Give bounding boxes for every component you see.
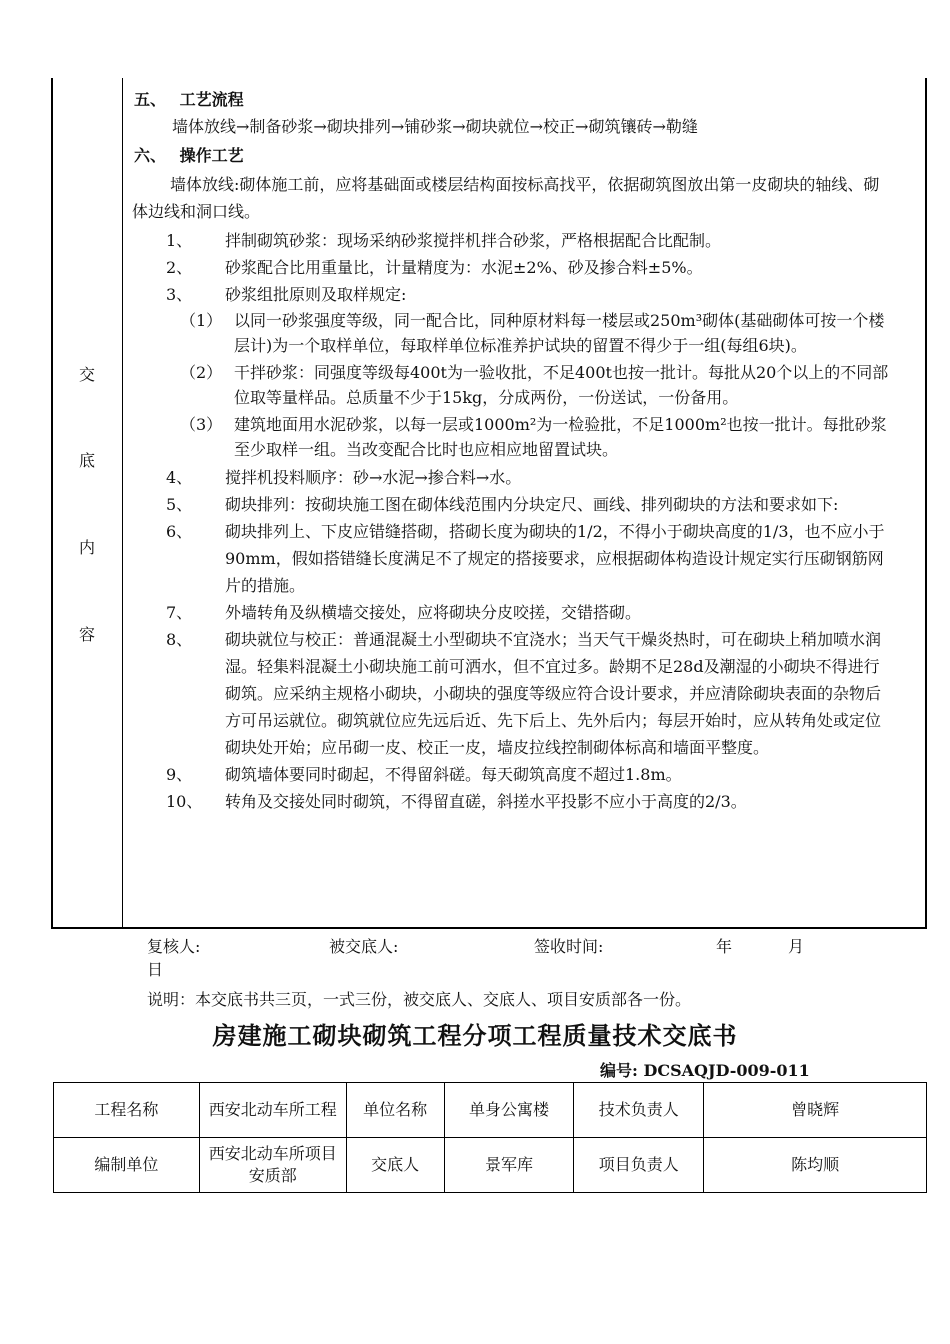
- item-text: 砌块排列上、下皮应错缝搭砌，搭砌长度为砌块的1/2，不得小于砌块高度的1/3，也不应小于90mm，假如搭错缝长度满足不了规定的搭接要求，应根据砌体构造设计规定实行压砌钢筋网片的措施。: [225, 522, 885, 595]
- list-item: [134, 761, 894, 788]
- document-code: 编号: DCSAQJD-009-011: [600, 1061, 810, 1080]
- list-item: [134, 626, 894, 761]
- section-5-heading: 五、 工艺流程: [134, 90, 244, 109]
- item-text: 外墙转角及纵横墙交接处，应将砌块分皮咬搓，交错搭砌。: [225, 603, 642, 622]
- reviewer-label: 复核人:: [147, 937, 201, 956]
- sub-item: [134, 412, 894, 462]
- item-number: 10、: [166, 792, 203, 811]
- process-flow: 墙体放线→制备砂浆→砌块排列→铺砂浆→砌块就位→校正→砌筑镶砖→勒缝: [172, 117, 698, 136]
- sub-item-number: （1）: [180, 311, 223, 330]
- sub-item-text: 以同一砂浆强度等级，同一配合比，同种原材料每一楼层或250m³砌体(基础砌体可按一个楼层计)为一个取样单位，每取样单位标准养护试块的留置不得少于一组(每组6块)。: [234, 311, 885, 355]
- table-cell: 景军库: [444, 1138, 574, 1193]
- table-cell: 技术负责人: [574, 1083, 704, 1138]
- item-number: 1、: [166, 231, 193, 250]
- table-cell: 编制单位: [54, 1138, 200, 1193]
- item-text: 转角及交接处同时砌筑，不得留直磋，斜搓水平投影不应小于高度的2/3。: [225, 792, 747, 811]
- sub-item-text: 建筑地面用水泥砂浆，以每一层或1000m²为一检验批，不足1000m²也按一批计。每批砂浆至少取样一组。当改变配合比时也应相应地留置试块。: [234, 415, 887, 459]
- side-label-column: [51, 78, 123, 929]
- item-number: 5、: [166, 495, 193, 514]
- table-cell: 单位名称: [346, 1083, 444, 1138]
- side-label-char: 交: [78, 365, 95, 384]
- side-label-char: 容: [78, 625, 95, 644]
- item-number: 7、: [166, 603, 193, 622]
- sign-time-label: 签收时间:: [534, 937, 604, 956]
- list-item: [134, 788, 894, 815]
- month-label: 月: [788, 937, 805, 956]
- table-cell: 工程名称: [54, 1083, 200, 1138]
- project-info-table: [53, 1082, 927, 1193]
- receiver-label: 被交底人:: [329, 937, 399, 956]
- table-row: [54, 1083, 927, 1138]
- footer-note: 说明：本交底书共三页，一式三份，被交底人、交底人、项目安质部各一份。: [147, 990, 692, 1009]
- year-label: 年: [716, 937, 733, 956]
- list-item: [134, 599, 894, 626]
- item-text: 砂浆配合比用重量比，计量精度为：水泥±2%、砂及掺合料±5%。: [225, 258, 703, 277]
- table-cell: 陈均顺: [704, 1138, 927, 1193]
- table-row: [54, 1138, 927, 1193]
- list-item: [134, 518, 894, 599]
- sub-item: [134, 308, 894, 358]
- item-text: 搅拌机投料顺序：砂→水泥→掺合料→水。: [225, 468, 522, 487]
- table-cell: 曾晓辉: [704, 1083, 927, 1138]
- sub-item-number: （3）: [180, 415, 223, 434]
- list-item: [134, 464, 894, 491]
- sub-item-text: 干拌砂浆：同强度等级每400t为一验收批，不足400t也按一批计。每批从20个以上的不同部位取等量样品。总质量不少于15kg，分成两份，一份送试，一份备用。: [234, 363, 889, 407]
- list-item: [134, 281, 894, 308]
- item-text: 砌筑墙体要同时砌起，不得留斜磋。每天砌筑高度不超过1.8m。: [225, 765, 682, 784]
- item-text: 砂浆组批原则及取样规定:: [225, 285, 407, 304]
- side-label-char: 底: [78, 451, 95, 470]
- list-item: [134, 254, 894, 281]
- table-cell: 交底人: [346, 1138, 444, 1193]
- day-label: 日: [147, 960, 164, 979]
- table-cell: 项目负责人: [574, 1138, 704, 1193]
- list-item: [134, 491, 894, 518]
- sub-item-number: （2）: [180, 363, 223, 382]
- item-number: 9、: [166, 765, 193, 784]
- item-text: 砌块就位与校正：普通混凝土小型砌块不宜浇水；当天气干燥炎热时，可在砌块上稍加喷水润湿。轻集料混凝土小砌块施工前可洒水，但不宜过多。龄期不足28d及潮湿的小砌块不得进行砌筑。应采纳主规格小砌块，小砌块的强度等级应符合设计要求，并应清除砌块表面的杂物后方可吊运就位。砌筑就位应先远后近、先下后上、先外后内；每层开始时，应从转角处或定位砌块处开始；应吊砌一皮、校正一皮，墙皮拉线控制砌体标高和墙面平整度。: [225, 630, 882, 757]
- main-content: [134, 86, 894, 815]
- item-text: 拌制砌筑砂浆：现场采纳砂浆搅拌机拌合砂浆，严格根据配合比配制。: [225, 231, 722, 250]
- item-number: 8、: [166, 630, 193, 649]
- side-label-char: 内: [78, 538, 95, 557]
- table-cell: 单身公寓楼: [444, 1083, 574, 1138]
- table-cell: 西安北动车所项目安质部: [199, 1138, 346, 1193]
- item-number: 4、: [166, 468, 193, 487]
- list-item: [134, 227, 894, 254]
- table-cell: 西安北动车所工程: [199, 1083, 346, 1138]
- section-6-heading: 六、 操作工艺: [134, 146, 244, 165]
- item-number: 2、: [166, 258, 193, 277]
- item-number: 3、: [166, 285, 193, 304]
- document-title: 房建施工砌块砌筑工程分项工程质量技术交底书: [212, 1021, 738, 1050]
- sub-item: [134, 360, 894, 410]
- intro-paragraph: 墙体放线:砌体施工前，应将基础面或楼层结构面按标高找平，依据砌筑图放出第一皮砌块的轴线、砌体边线和洞口线。: [132, 175, 880, 221]
- item-text: 砌块排列：按砌块施工图在砌体线范围内分块定尺、画线、排列砌块的方法和要求如下:: [225, 495, 839, 514]
- item-number: 6、: [166, 522, 193, 541]
